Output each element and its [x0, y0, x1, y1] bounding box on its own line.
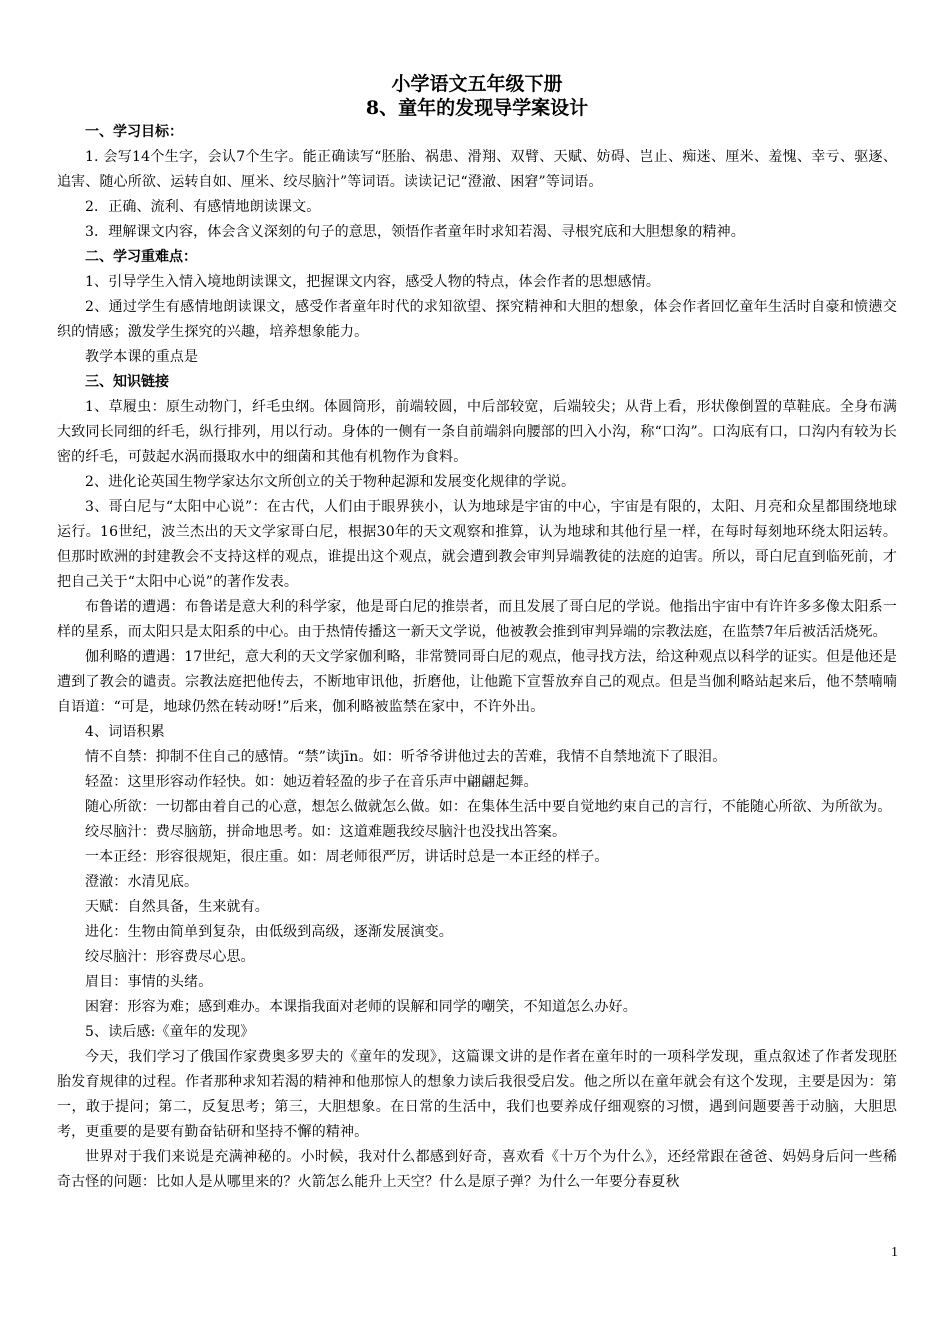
paragraph: 3、哥白尼与“太阳中心说”：在古代，人们由于眼界狭小，认为地球是宇宙的中心，宇宙是有限的，太阳、月亮和众星都围绕地球运行。16世纪，波兰杰出的天文学家哥白尼，根据30年的天文观察和推算，认为地球和其他行星一样，在每时每刻地环绕太阳运转。但那时欧洲的封建教会不支持这样的观点，谁提出这个观点，就会遭到教会审判异端教徒的法庭的迫害。所以，哥白尼直到临死前，才把自己关于“太阳中心说”的著作发表。 [57, 499, 897, 590]
vocab-entry: 绞尽脑汁：形容费尽心思。 [85, 949, 255, 965]
vocab-entry: 随心所欲：一切都由着自己的心意，想怎么做就怎么做。如：在集体生活中要自觉地约束自己的言行，不能随心所欲、为所欲为。 [85, 799, 892, 815]
paragraph: 2．正确、流利、有感情地朗读课文。 [85, 199, 321, 215]
paragraph: 2、进化论英国生物学家达尔文所创立的关于物种起源和发展变化规律的学说。 [85, 474, 576, 490]
paragraph: 1、草履虫：原生动物门，纤毛虫纲。体圆筒形，前端较圆，中后部较宽，后端较尖；从背上看，形状像倒置的草鞋底。全身布满大致同长同细的纤毛，纵行排列，用以行动。身体的一侧有一条自前端斜向腰部的凹入小沟，称“口沟”。口沟底有口，口沟内有较为长密的纤毛，可鼓起水涡而摄取水中的细菌和其他有机物作为食料。 [57, 399, 897, 465]
paragraph: 5、读后感:《童年的发现》 [85, 1024, 255, 1040]
vocab-entry: 澄澈：水清见底。 [85, 874, 199, 890]
section-heading-goals: 一、学习目标： [85, 124, 183, 140]
vocab-entry: 天赋：自然具备，生来就有。 [85, 899, 269, 915]
vocab-entry: 轻盈：这里形容动作轻快。如：她迈着轻盈的步子在音乐声中翩翩起舞。 [85, 774, 538, 790]
vocab-entry: 情不自禁：抑制不住自己的感情。“禁”读jīn。如：听爷爷讲他过去的苦难，我情不自禁地流下了眼泪。 [85, 749, 727, 765]
paragraph: 教学本课的重点是 [85, 349, 199, 365]
vocab-entry: 困窘：形容为难；感到难办。本课指我面对老师的误解和同学的嘲笑，不知道怎么办好。 [85, 999, 637, 1015]
paragraph: 布鲁诺的遭遇：布鲁诺是意大利的科学家，他是哥白尼的推崇者，而且发展了哥白尼的学说。他指出宇宙中有许许多多像太阳系一样的星系，而太阳只是太阳系的中心。由于热情传播这一新天文学说，他被教会推到审判异端的宗教法庭，在监禁7年后被活活烧死。 [57, 599, 897, 640]
paragraph: 世界对于我们来说是充满神秘的。小时候，我对什么都感到好奇，喜欢看《十万个为什么》，还经常跟在爸爸、妈妈身后问一些稀奇古怪的问题：比如人是从哪里来的？火箭怎么能升上天空？什么是原子弹？为什么一年要分春夏秋 [57, 1149, 897, 1190]
paragraph: 4、词语积累 [85, 724, 165, 740]
page-number: 1 [891, 1245, 898, 1260]
paragraph: 1、引导学生入情入境地朗读课文，把握课文内容，感受人物的特点，体会作者的思想感情。 [85, 274, 661, 290]
vocab-entry: 进化：生物由简单到复杂，由低级到高级，逐渐发展演变。 [85, 924, 453, 940]
paragraph: 3．理解课文内容，体会含义深刻的句子的意思，领悟作者童年时求知若渴、寻根究底和大胆想象的精神。 [85, 224, 745, 240]
vocab-entry: 眉目：事情的头绪。 [85, 974, 213, 990]
paragraph: 今天，我们学习了俄国作家费奥多罗夫的《童年的发现》，这篇课文讲的是作者在童年时的一项科学发现，重点叙述了作者发现胚胎发育规律的过程。作者那种求知若渴的精神和他那惊人的想象力读后我很受启发。他之所以在童年就会有这个发现，主要是因为：第一，敢于提问；第二，反复思考；第三，大胆想象。在日常的生活中，我们也要养成仔细观察的习惯，遇到问题要善于动脑，大胆思考，更重要的是要有勤奋钻研和坚持不懈的精神。 [57, 1049, 897, 1140]
document-page [57, 72, 897, 1195]
document-subtitle: 8、童年的发现导学案设计 [365, 97, 589, 119]
document-title: 小学语文五年级下册 [391, 73, 563, 95]
vocab-entry: 一本正经：形容很规矩，很庄重。如：周老师很严厉，讲话时总是一本正经的样子。 [85, 849, 609, 865]
paragraph: 1. 会写14个生字，会认7个生字。能正确读写“胚胎、祸患、滑翔、双臂、天赋、妨碍、岂止、痴迷、厘米、羞愧、幸亏、驱逐、追害、随心所欲、运转自如、厘米、绞尽脑汁”等词语。读读记记“澄澈、困窘”等词语。 [57, 149, 897, 190]
paragraph: 2、通过学生有感情地朗读课文，感受作者童年时代的求知欲望、探究精神和大胆的想象，体会作者回忆童年生活时自豪和愤懑交织的情感；激发学生探究的兴趣，培养想象能力。 [57, 299, 897, 340]
section-heading-knowledge: 三、知识链接 [85, 374, 169, 390]
vocab-entry: 绞尽脑汁：费尽脑筋，拼命地思考。如：这道难题我绞尽脑汁也没找出答案。 [85, 824, 567, 840]
paragraph: 伽利略的遭遇：17世纪，意大利的天文学家伽利略，非常赞同哥白尼的观点，他寻找方法，给这种观点以科学的证实。但是他还是遭到了教会的谴责。宗教法庭把他传去，不断地审讯他，折磨他，让他跪下宣誓放弃自己的观点。但是当伽利略站起来后，他不禁喃喃自语道：“可是，地球仍然在转动呀!”后来，伽利略被监禁在家中，不许外出。 [57, 649, 897, 715]
section-heading-key-points: 二、学习重难点： [85, 249, 197, 265]
